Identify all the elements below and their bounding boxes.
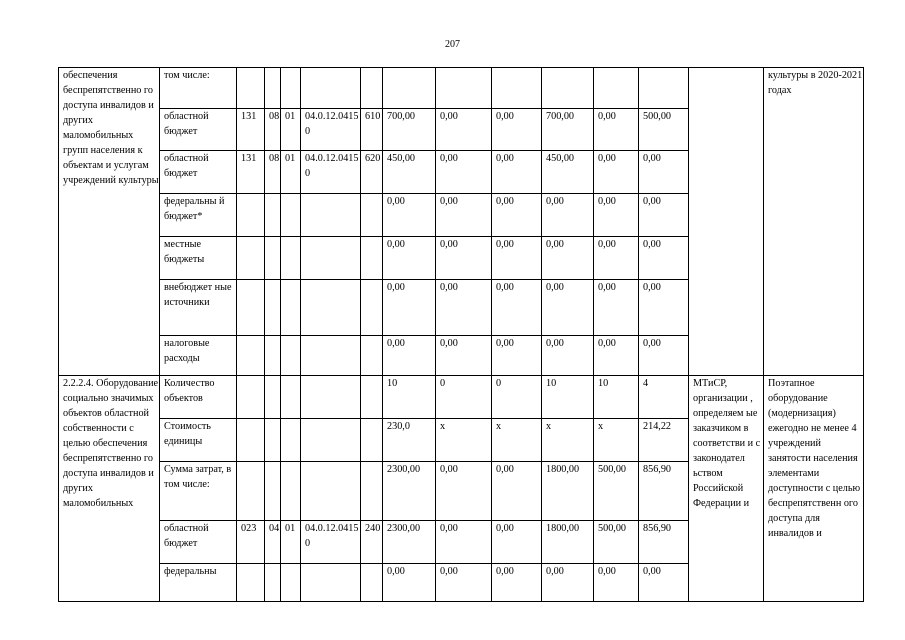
table-cell <box>281 194 301 237</box>
table-row <box>59 68 864 109</box>
table-cell: 0 <box>492 376 542 419</box>
table-cell: 0,00 <box>639 336 689 376</box>
table-cell: 0,00 <box>436 462 492 521</box>
table-cell: 10 <box>594 376 639 419</box>
table-cell: 0,00 <box>436 109 492 151</box>
table-cell <box>265 336 281 376</box>
table-cell: 0,00 <box>383 280 436 336</box>
table-cell: 700,00 <box>383 109 436 151</box>
table-cell: 0,00 <box>639 194 689 237</box>
table-cell: 1800,00 <box>542 521 594 564</box>
table-cell <box>237 280 265 336</box>
table-cell: 620 <box>361 151 383 194</box>
table-cell: 0,00 <box>436 280 492 336</box>
table-cell <box>301 376 361 419</box>
table-cell: 0,00 <box>594 151 639 194</box>
table-cell <box>237 462 265 521</box>
table-cell: 131 <box>237 151 265 194</box>
table-cell <box>281 376 301 419</box>
table-cell: 0,00 <box>594 109 639 151</box>
table-cell <box>265 237 281 280</box>
table-cell <box>383 68 436 109</box>
table-cell <box>361 419 383 462</box>
table-cell: 0,00 <box>383 237 436 280</box>
table-cell: 0,00 <box>383 564 436 602</box>
table-cell <box>237 68 265 109</box>
table-cell <box>281 68 301 109</box>
executor-cell: МТиСР, организации , определяем ые заказчиком в соответстви и с законодател ьством Российской Федерации и <box>689 376 764 602</box>
table-cell: 856,90 <box>639 521 689 564</box>
table-cell: налоговые расходы <box>160 336 237 376</box>
table-cell: 0,00 <box>492 194 542 237</box>
table-cell <box>237 564 265 602</box>
table-cell <box>265 280 281 336</box>
table-cell: 0,00 <box>542 237 594 280</box>
table-cell: 0 <box>436 376 492 419</box>
table-cell <box>301 419 361 462</box>
table-cell: 0,00 <box>436 237 492 280</box>
table-cell: 10 <box>383 376 436 419</box>
table-cell: 450,00 <box>383 151 436 194</box>
result-cell: культуры в 2020-2021 годах <box>764 68 864 376</box>
table-cell: 0,00 <box>436 194 492 237</box>
table-cell: 0,00 <box>594 564 639 602</box>
table-cell: 0,00 <box>492 280 542 336</box>
table-cell: внебюджет ные источники <box>160 280 237 336</box>
table-cell <box>281 336 301 376</box>
table-cell: 0,00 <box>639 280 689 336</box>
table-cell: 500,00 <box>594 521 639 564</box>
table-cell: Стоимость единицы <box>160 419 237 462</box>
table-cell: 131 <box>237 109 265 151</box>
table-cell: 0,00 <box>436 564 492 602</box>
table-cell <box>281 462 301 521</box>
table-cell <box>301 280 361 336</box>
table-cell <box>237 419 265 462</box>
table-cell: 01 <box>281 151 301 194</box>
table-cell: областной бюджет <box>160 521 237 564</box>
event-name-cell: обеспечения беспрепятственно го доступа инвалидов и других маломобильных групп населения к объектам и услугам учреждений культуры <box>59 68 160 376</box>
table-cell: том числе: <box>160 68 237 109</box>
table-cell <box>361 564 383 602</box>
table-cell <box>265 419 281 462</box>
page-number: 207 <box>445 39 460 50</box>
table-cell: 0,00 <box>542 280 594 336</box>
table-cell <box>594 68 639 109</box>
table-cell: 610 <box>361 109 383 151</box>
table-cell: федеральны <box>160 564 237 602</box>
table-cell: 08 <box>265 109 281 151</box>
table-cell <box>237 194 265 237</box>
table-cell: х <box>542 419 594 462</box>
table-cell <box>265 564 281 602</box>
table-cell: 0,00 <box>492 564 542 602</box>
table-cell <box>281 419 301 462</box>
table-cell: 10 <box>542 376 594 419</box>
table-cell: 0,00 <box>542 194 594 237</box>
table-cell: 0,00 <box>383 194 436 237</box>
table-cell <box>281 237 301 280</box>
table-cell: 4 <box>639 376 689 419</box>
table-cell: 856,90 <box>639 462 689 521</box>
table-cell <box>301 68 361 109</box>
table-cell: х <box>436 419 492 462</box>
table-cell: 0,00 <box>492 521 542 564</box>
table-cell: 01 <box>281 521 301 564</box>
table-cell <box>361 194 383 237</box>
table-cell: 0,00 <box>436 336 492 376</box>
table-cell: 0,00 <box>383 336 436 376</box>
table-cell: 0,00 <box>594 194 639 237</box>
table-cell: 04.0.12.04150 <box>301 521 361 564</box>
table-cell <box>361 376 383 419</box>
table-cell <box>237 237 265 280</box>
table-cell <box>361 336 383 376</box>
table-cell <box>265 194 281 237</box>
table-cell <box>237 336 265 376</box>
table-cell: 0,00 <box>542 564 594 602</box>
table-cell: 0,00 <box>542 336 594 376</box>
table-cell: 500,00 <box>639 109 689 151</box>
table-cell: 230,0 <box>383 419 436 462</box>
table-cell: 700,00 <box>542 109 594 151</box>
table-cell <box>265 462 281 521</box>
table-cell: Сумма затрат, в том числе: <box>160 462 237 521</box>
table-cell <box>361 237 383 280</box>
table-cell <box>301 462 361 521</box>
table-cell: 0,00 <box>639 237 689 280</box>
table-cell: 0,00 <box>639 564 689 602</box>
table-cell: 0,00 <box>594 336 639 376</box>
table-cell <box>542 68 594 109</box>
table-cell <box>265 68 281 109</box>
table-cell: областной бюджет <box>160 151 237 194</box>
table-cell: 04 <box>265 521 281 564</box>
table-cell: 0,00 <box>492 336 542 376</box>
table-cell: 08 <box>265 151 281 194</box>
table-cell: 0,00 <box>492 109 542 151</box>
table-cell: 0,00 <box>594 280 639 336</box>
table-cell: 04.0.12.04150 <box>301 109 361 151</box>
table-cell: 2300,00 <box>383 462 436 521</box>
table-cell: федеральны й бюджет* <box>160 194 237 237</box>
table-cell <box>301 564 361 602</box>
executor-cell <box>689 68 764 376</box>
table-cell: х <box>492 419 542 462</box>
table-cell <box>265 376 281 419</box>
table-cell <box>281 280 301 336</box>
table-cell: 0,00 <box>436 521 492 564</box>
table-cell <box>361 68 383 109</box>
table-cell <box>361 280 383 336</box>
table-cell: 0,00 <box>594 237 639 280</box>
table-cell: 450,00 <box>542 151 594 194</box>
table-cell <box>361 462 383 521</box>
table-cell <box>492 68 542 109</box>
table-cell: 214,22 <box>639 419 689 462</box>
table-cell: 1800,00 <box>542 462 594 521</box>
table-cell: 0,00 <box>492 237 542 280</box>
table-cell: областной бюджет <box>160 109 237 151</box>
table-cell: 01 <box>281 109 301 151</box>
table-cell: 0,00 <box>639 151 689 194</box>
table-cell <box>237 376 265 419</box>
table-cell <box>301 237 361 280</box>
result-cell: Поэтапное оборудование (модернизация) ежегодно не менее 4 учреждений занятости населения элементами доступности с целью беспрепятственн ого доступа для инвалидов и <box>764 376 864 602</box>
event-name-cell: 2.2.2.4. Оборудование социально значимых объектов областной собственности с целью обеспечения беспрепятственно го доступа инвалидов и других маломобильных <box>59 376 160 602</box>
table-cell <box>301 194 361 237</box>
table-cell: Количество объектов <box>160 376 237 419</box>
table-cell <box>436 68 492 109</box>
table-cell: 04.0.12.04150 <box>301 151 361 194</box>
table-cell: х <box>594 419 639 462</box>
table-cell: 240 <box>361 521 383 564</box>
table-row <box>59 376 864 419</box>
table-cell: 2300,00 <box>383 521 436 564</box>
table-cell: 0,00 <box>492 462 542 521</box>
table-cell: 0,00 <box>492 151 542 194</box>
table-cell: местные бюджеты <box>160 237 237 280</box>
table-cell <box>639 68 689 109</box>
table-cell <box>281 564 301 602</box>
table-cell: 023 <box>237 521 265 564</box>
program-table <box>58 67 864 602</box>
table-cell: 500,00 <box>594 462 639 521</box>
table-cell <box>301 336 361 376</box>
table-cell: 0,00 <box>436 151 492 194</box>
